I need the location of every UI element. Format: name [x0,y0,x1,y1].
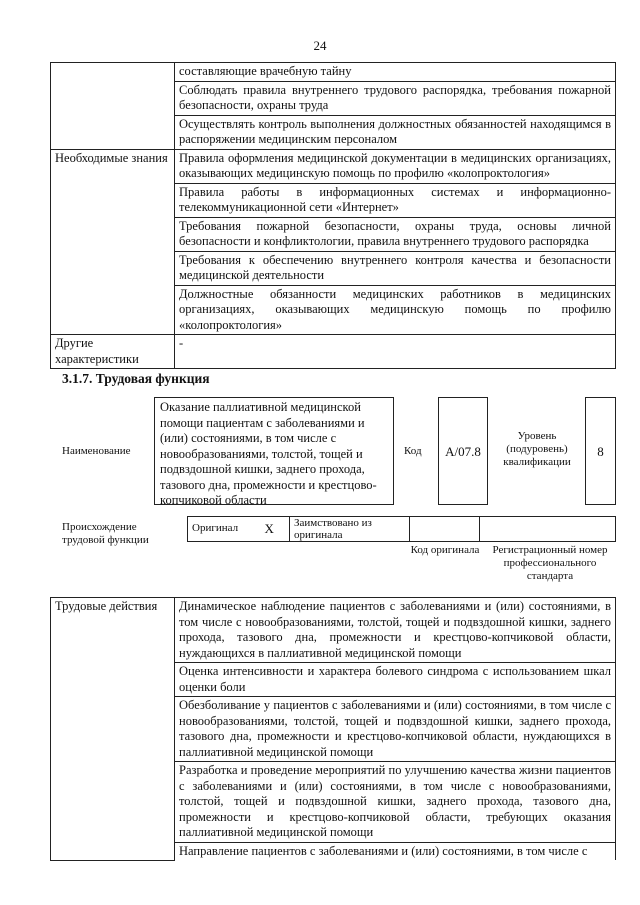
row-label [51,63,175,150]
origin-table [187,516,616,542]
table-row [51,63,616,82]
table-cell: Требования к обеспечению внутреннего контроля качества и безопасности медицинской деятельности [175,251,616,285]
function-name-box: Оказание паллиативной медицинской помощи пациентам с заболеваниями и (или) состояниями, в том числе с новообразованиями, толстой, тощей и подвздошной кишки, заднего прохода, тазового дна, промежности и крестцово-копчиковой области [154,397,394,505]
actions-table [50,597,616,861]
table-cell: Правила оформления медицинской документации в медицинских организациях, оказывающих медицинскую помощь по профилю «колопроктология» [175,149,616,183]
level-value: 8 [585,397,616,505]
level-label: Уровень (подуровень) квалификации [503,430,571,468]
table-row [51,598,616,663]
table-cell: - [175,335,616,369]
table-cell: Должностные обязанности медицинских работников в медицинских организациях, оказывающих медицинскую помощь по профилю «колопроктология» [175,285,616,335]
table-cell: Требования пожарной безопасности, охраны труда, основы личной безопасности и конфликтологии, правила внутреннего трудового распорядка [175,217,616,251]
table-cell: Осуществлять контроль выполнения должностных обязанностей находящимся в распоряжении медицинским персоналом [175,115,616,149]
page-number: 24 [313,38,327,53]
table-cell: Направление пациентов с заболеваниями и (или) состояниями, в том числе с [175,842,616,860]
table-row [51,335,616,369]
table-row [188,517,616,542]
origin-label: Происхождение трудовой функции [62,521,149,546]
code-caption: Код оригинала [410,544,480,556]
table-cell: Обезболивание у пациентов с заболеваниями и (или) состояниями, в том числе с новообразованиями, толстой, тощей и подвздошной кишки, заднего прохода, тазового дна, промежности и крестцово-копчиковой области, нуждающихся в паллиативной медицинской помощи [175,697,616,762]
table-cell: составляющие врачебную тайну [175,63,616,82]
borrowed-label: Заимствовано из оригинала [290,517,410,542]
original-mark: X [250,517,290,542]
row-label: Другие характеристики [51,335,175,369]
table-row [51,149,616,183]
table-cell: Оценка интенсивности и характера болевого синдрома с использованием шкал оценки боли [175,663,616,697]
table-cell: Правила работы в информационных системах и информационно-телекоммуникационной сети «Интернет» [175,183,616,217]
original-label: Оригинал [188,517,250,542]
origin-reg-cell [480,517,616,542]
name-label: Наименование [62,445,131,457]
table-cell: Соблюдать правила внутреннего трудового распорядка, требования пожарной безопасности, охраны труда [175,81,616,115]
table-cell: Разработка и проведение мероприятий по улучшению качества жизни пациентов с заболеваниями и (или) состояниями, в том числе с новообразованиями, толстой, тощей и подвздошной кишки, заднего прохода, тазового дна, промежности и крестцово-копчиковой области, требующих оказания паллиативной медицинской помощи [175,762,616,843]
code-value: A/07.8 [438,397,488,505]
reg-caption: Регистрационный номер профессионального стандарта [492,544,608,582]
code-label: Код [404,445,422,457]
section-title: 3.1.7. Трудовая функция [62,371,210,386]
table-cell: Динамическое наблюдение пациентов с заболеваниями и (или) состояниями, в том числе с новообразованиями, толстой, тощей и подвздошной кишки, заднего прохода, тазового дна, промежности и крестцово-копчиковой области, нуждающихся в паллиативной медицинской помощи [175,598,616,663]
knowledge-table [50,62,616,369]
origin-code-cell [410,517,480,542]
row-label: Необходимые знания [51,149,175,335]
row-label: Трудовые действия [51,598,175,861]
